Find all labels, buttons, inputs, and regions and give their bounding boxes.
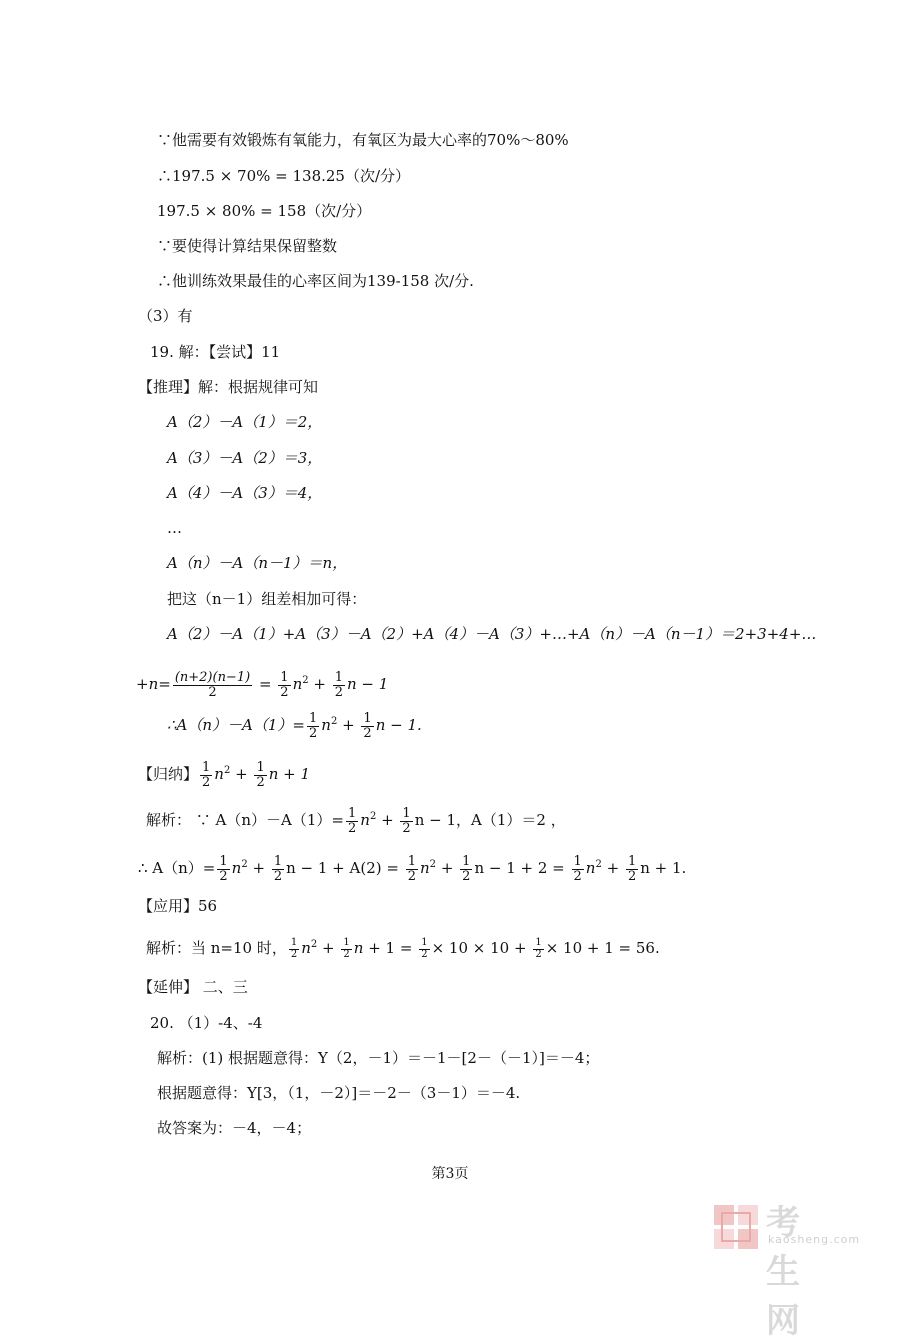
parse1-mid: n − 1，A（1）＝2 ， — [414, 811, 566, 829]
watermark-name: 考生网 — [766, 1203, 802, 1341]
q19-dots: … — [167, 519, 182, 537]
text-line-aerobic: ∵他需要有效锻炼有氧能力，有氧区为最大心率的70%～80% — [157, 131, 569, 149]
q20-p3: 故答案为：－4，－4； — [157, 1119, 312, 1137]
q19-try: 19. 解：【尝试】11 — [150, 343, 281, 361]
induct-head: 【归纳】 — [138, 765, 199, 783]
q19-sum-formula: +n= $\frac{(n+2)(n-1)}{2}$ = $\frac{1}{2}$ $n^2$ + $\frac{1}{2}$ n − 1 — [136, 669, 389, 700]
q20-p1: 解析：(1) 根据题意得：Y（2，－1）＝－1－[2－（－1）]＝－4； — [157, 1049, 600, 1067]
kaosheng-watermark — [712, 1203, 861, 1341]
kaosheng-logo-icon — [712, 1203, 760, 1251]
text-line-part3: （3）有 — [138, 307, 193, 325]
apply-parse-rest: × 10 × 10 + — [431, 939, 527, 957]
q19-parse1: 解析： ∵ A（n）－A（1）= $\frac{1}{2}$ $n^2$ + $\frac{1}{2}$ n − 1，A（1）＝2 ， — [146, 805, 566, 836]
parse2-prefix: ∴ A（n）= — [138, 859, 216, 877]
q20-p2: 根据题意得：Y[3，（1，－2）]＝－2－（3－1）＝－4. — [157, 1084, 521, 1102]
text-line-range: ∴他训练效果最佳的心率区间为139-158 次/分. — [157, 272, 474, 290]
sum-rest: n − 1 — [347, 675, 389, 693]
fraction-half: $\frac{1}{2}$ — [280, 669, 289, 700]
apply-parse-prefix: 解析：当 n=10 时， — [146, 939, 287, 957]
parse2-b: n − 1 + 2 = — [474, 859, 565, 877]
q19-apply-parse: 解析：当 n=10 时， $\frac{1}{2}$ $n^2$ + $\frac{1}{2}$ n + 1 = $\frac{1}{2}$ × 10 × 10 + $\frac{1}{2}$ × 10 + 1 = 56. — [146, 937, 660, 960]
text-line-calc-80: 197.5 × 80% = 158（次/分） — [157, 202, 372, 220]
q20-head: 20. （1）-4、-4 — [150, 1014, 263, 1032]
q19-induct: 【归纳】 $\frac{1}{2}$ $n^2$ + $\frac{1}{2}$ n + 1 — [138, 759, 311, 790]
sum-fraction-num: (n+2)(n−1) — [174, 669, 251, 685]
conclude-rest: n − 1. — [375, 716, 422, 734]
apply-parse-end: × 10 + 1 = 56. — [545, 939, 660, 957]
q19-sum-line: A（2）－A（1）+A（3）－A（2）+A（4）－A（3）+…+A（n）－A（n－1）＝2+3+4+… — [167, 625, 817, 643]
q19-parse2: ∴ A（n）= $\frac{1}{2}$ $n^2$ + $\frac{1}{2}$ n − 1 + A(2) = $\frac{1}{2}$ $n^2$ + $\frac{1}{2}$ n − 1 + 2 = $\frac{1}{2}$ $n^2$ + $\frac{1}{2}$ n + 1. — [138, 853, 687, 884]
page-number: 第3页 — [431, 1166, 469, 1182]
q19-r5: 把这（n－1）组差相加可得： — [167, 590, 367, 608]
q19-r3: A（4）－A（3）＝4， — [167, 484, 323, 502]
conclude-prefix: ∴A（n）－A（1）= — [167, 716, 305, 734]
q19-r2: A（3）－A（2）＝3， — [167, 449, 323, 467]
q19-r1: A（2）－A（1）＝2， — [167, 413, 323, 431]
sum-fraction-den: 2 — [208, 684, 217, 700]
text-line-calc-70: ∴197.5 × 70% = 138.25（次/分） — [157, 167, 411, 185]
induct-rest: n + 1 — [268, 765, 311, 783]
q19-conclude: ∴A（n）－A（1）= $\frac{1}{2}$ $n^2$ + $\frac{1}{2}$ n − 1. — [167, 710, 422, 741]
q19-reason-head: 【推理】解：根据规律可知 — [138, 378, 319, 396]
q19-apply: 【应用】56 — [138, 897, 218, 915]
fraction-half: $\frac{1}{2}$ — [334, 669, 343, 700]
sum-prefix: +n= — [136, 675, 171, 693]
q19-extend: 【延伸】 二、三 — [138, 978, 248, 996]
parse1-prefix: 解析： ∵ A（n）－A（1）= — [146, 811, 344, 829]
parse2-c: n + 1. — [640, 859, 687, 877]
sum-fraction — [173, 671, 252, 699]
text-line-integer: ∵要使得计算结果保留整数 — [157, 237, 338, 255]
q19-r4: A（n）－A（n－1）＝n， — [167, 554, 348, 572]
parse2-a: n − 1 + A(2) = — [286, 859, 399, 877]
watermark-url: kaosheng.com — [768, 1233, 861, 1246]
